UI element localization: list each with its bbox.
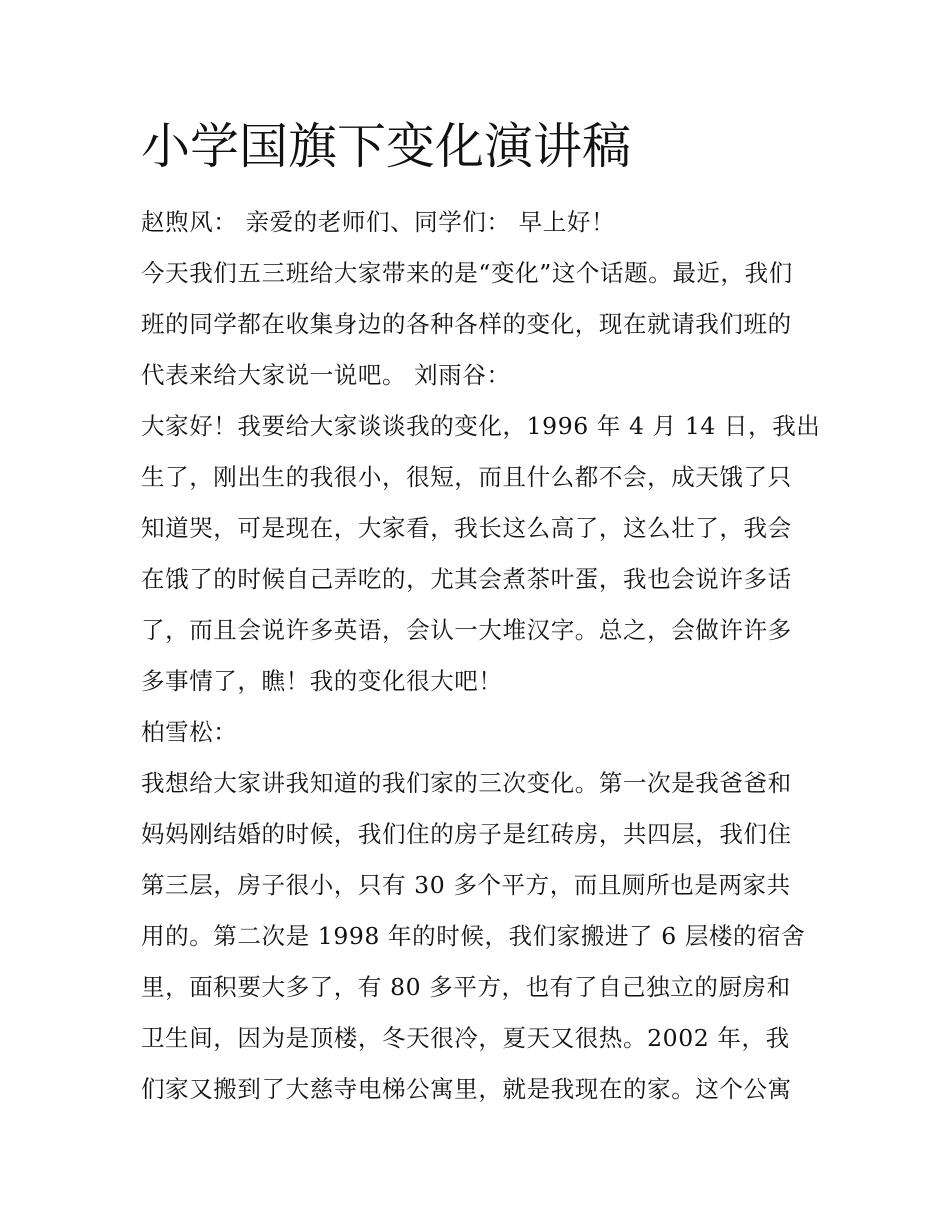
text-line: 第三层，房子很小，只有 30 多个平方，而且厕所也是两家共 — [141, 871, 791, 899]
text-line: 我想给大家讲我知道的我们家的三次变化。第一次是我爸爸和 — [141, 769, 792, 797]
text-line: 多事情了，瞧！我的变化很大吧！ — [141, 667, 503, 695]
text-line: 里，面积要大多了，有 80 多平方，也有了自己独立的厨房和 — [141, 973, 791, 1001]
text-line: 了，而且会说许多英语，会认一大堆汉字。总之，会做许许多 — [141, 616, 792, 644]
text-line: 柏雪松： — [141, 718, 238, 746]
text-line: 卫生间，因为是顶楼，冬天很冷，夏天又很热。2002 年，我 — [141, 1024, 790, 1052]
text-line: 生了，刚出生的我很小，很短，而且什么都不会，成天饿了只 — [141, 463, 792, 491]
text-line: 妈妈刚结婚的时候，我们住的房子是红砖房，共四层，我们住 — [141, 820, 792, 848]
text-line: 大家好！我要给大家谈谈我的变化，1996 年 4 月 14 日，我出 — [141, 412, 821, 440]
document-title: 小学国旗下变化演讲稿 — [141, 118, 632, 175]
text-line: 们家又搬到了大慈寺电梯公寓里，就是我现在的家。这个公寓 — [141, 1075, 792, 1103]
text-line: 班的同学都在收集身边的各种各样的变化，现在就请我们班的 — [141, 310, 792, 338]
text-line: 赵煦风： 亲爱的老师们、同学们： 早上好！ — [141, 208, 616, 236]
text-line: 在饿了的时候自己弄吃的，尤其会煮茶叶蛋，我也会说许多话 — [141, 565, 792, 593]
text-line: 代表来给大家说一说吧。 刘雨谷： — [141, 361, 511, 389]
text-line: 用的。第二次是 1998 年的时候，我们家搬进了 6 层楼的宿舍 — [141, 922, 806, 950]
text-line: 今天我们五三班给大家带来的是“变化”这个话题。最近，我们 — [141, 259, 793, 287]
text-line: 知道哭，可是现在，大家看，我长这么高了，这么壮了，我会 — [141, 514, 792, 542]
